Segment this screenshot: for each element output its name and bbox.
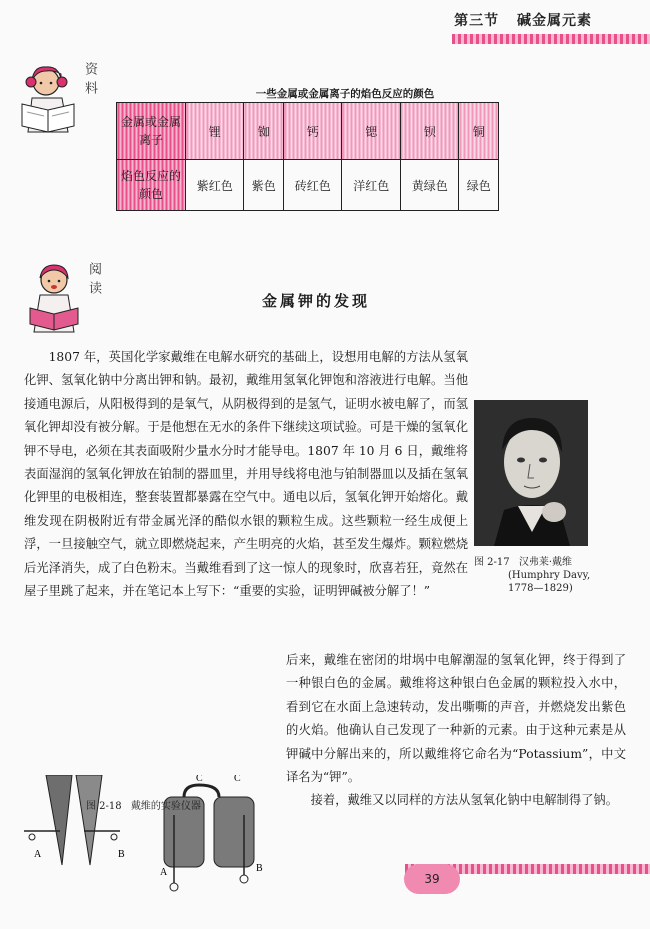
figure-name: 汉弗莱·戴维: [518, 557, 573, 568]
label-b: B: [256, 863, 263, 874]
figure-name: 戴维的实验仪器: [130, 801, 201, 812]
table-cell: 锂: [186, 103, 244, 160]
table-cell: 紫红色: [186, 160, 244, 211]
table-row: [117, 103, 499, 160]
figure-caption-2-17: [474, 556, 624, 595]
figure-english-name: (Humphry Davy,: [508, 570, 591, 581]
girl-reading-icon: [22, 262, 92, 334]
davy-portrait: [474, 400, 588, 546]
figure-number: 图 2-18: [86, 801, 122, 812]
side-label-reading: 阅读: [86, 262, 101, 300]
header-title: [442, 10, 592, 30]
label-a: A: [160, 867, 168, 878]
section-number: 第三节: [454, 13, 500, 29]
row-header-metal: 金属或金属离子: [117, 103, 186, 160]
table-row: [117, 160, 499, 211]
figure-caption-2-18: [86, 800, 201, 813]
reading-title: 金属钾的发现: [262, 292, 371, 310]
table-cell: 铜: [459, 103, 499, 160]
table-cell: 紫色: [244, 160, 284, 211]
table-cell: 铷: [244, 103, 284, 160]
page-header: [0, 0, 650, 48]
paragraph-1: 1807 年，英国化学家戴维在电解水研究的基础上，设想用电解的方法从氢氧化钾、氢氧化钠中分离出钾和钠。最初，戴维用氢氧化钾饱和溶液进行电解。当他接通电源后，从阳极得到的是氧气，从阴极得到的是氢气，证明水被电解了，而氢氧化钾却没有被分解。于是他想在无水的条件下继续这项试验。可是干燥的氢氧化钾不导电，必须在其表面吸附少量水分时才能导电。1807 年 10 月 6 日，戴维将表面湿润的氢氧化钾放在铂制的器皿里，并用导线将电池与铂制器皿以及插在氢氧化钾里的电极相连，整套装置都暴露在空气中。通电以后，氢氧化钾开始熔化。戴维发现在阴极附近有带金属光泽的酷似水银的颗粒生成。这些颗粒一经生成便上浮，一旦接触空气，就立即燃烧起来，产生明亮的火焰，甚至发生爆炸。颗粒燃烧后光泽消失，成了白色粉末。当戴维看到了这一惊人的现象时，欣喜若狂，竟然在屋子里跳了起来，并在笔记本上写下：“重要的实验，证明钾碱被分解了！”: [24, 350, 468, 599]
girl-reading-icon: [18, 62, 88, 134]
page-number: 39: [404, 864, 460, 894]
label-a: A: [34, 849, 42, 860]
figure-number: 图 2-17: [474, 557, 510, 568]
figure-years: 1778—1829): [508, 583, 573, 594]
header-stripe: [452, 34, 650, 44]
table-cell: 钙: [284, 103, 342, 160]
label-c: C: [196, 775, 203, 784]
table-cell: 绿色: [459, 160, 499, 211]
table-caption: 一些金属或金属离子的焰色反应的颜色: [255, 88, 435, 100]
table-cell: 洋红色: [342, 160, 400, 211]
table-cell: 黄绿色: [400, 160, 458, 211]
table-cell: 砖红色: [284, 160, 342, 211]
label-c: C: [234, 775, 241, 784]
davy-apparatus-illustration: [24, 775, 284, 905]
chapter-section-title: 碱金属元素: [517, 13, 592, 29]
table-cell: 锶: [342, 103, 400, 160]
paragraph-3: 接着，戴维又以同样的方法从氢氧化钠中电解制得了钠。: [310, 793, 619, 808]
flame-color-table: [116, 102, 499, 211]
side-label-data: 资料: [82, 62, 97, 100]
label-b: B: [118, 849, 125, 860]
paragraph-2-text: 后来，戴维在密闭的坩埚中电解潮湿的氢氧化钾，终于得到了一种银白色的金属。戴维将这种银白色金属的颗粒投入水中，看到它在水面上急速转动，发出嘶嘶的声音，并燃烧发出紫色的火焰。他确认自己发现了一种新的元素。由于这种元素是从钾碱中分解出来的，所以戴维将它命名为“Potassium”，中文译名为“钾”。: [286, 653, 626, 785]
table-cell: 钡: [400, 103, 458, 160]
row-header-color: 焰色反应的颜色: [117, 160, 186, 211]
